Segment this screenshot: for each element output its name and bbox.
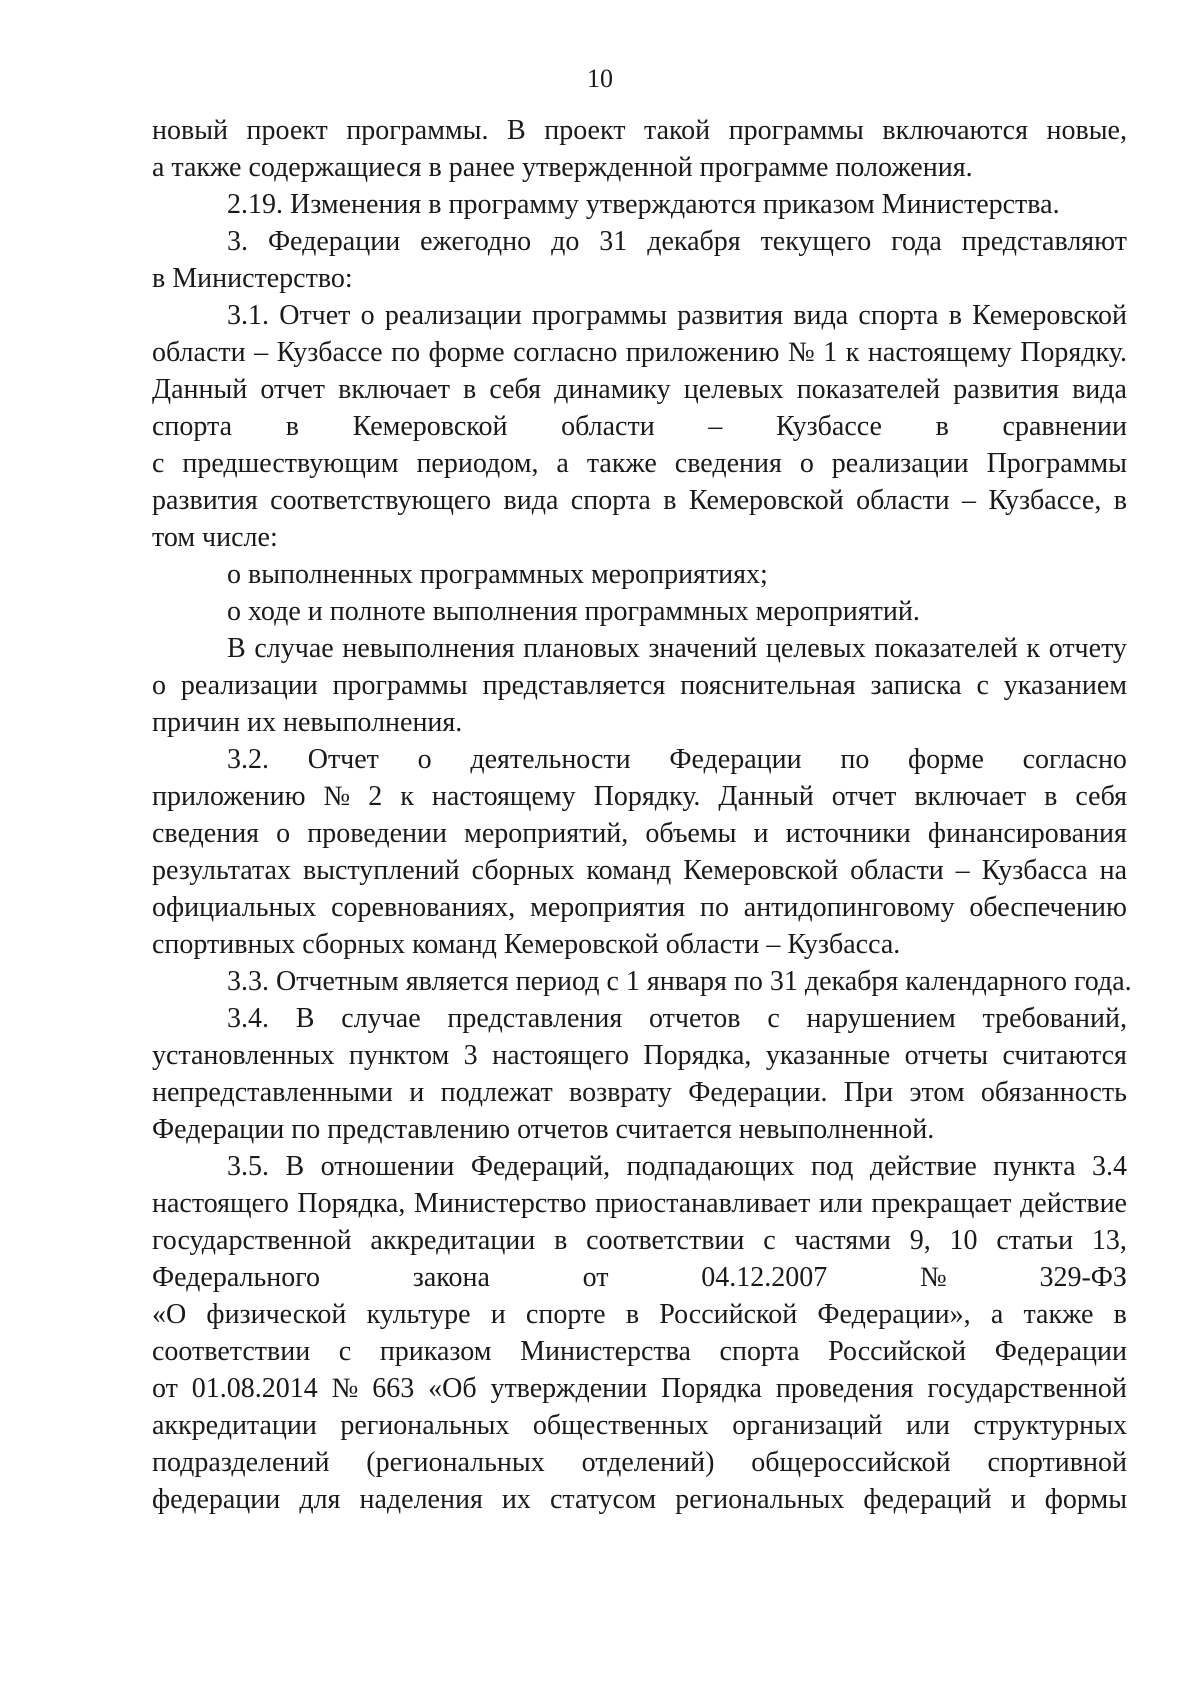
word: пояснительная [680, 670, 856, 701]
word: с [152, 448, 165, 479]
word: спортивной [987, 1447, 1127, 1478]
word: или [818, 1188, 863, 1219]
line-text: спортивных сборных команд Кемеровской области – Кузбасса. [152, 929, 901, 960]
word: отношении [320, 1151, 455, 1182]
word: от [582, 1262, 609, 1293]
word: вида [503, 485, 559, 516]
word: При [843, 1077, 894, 1108]
word: Кемеровской [683, 855, 839, 886]
word: согласно [1022, 744, 1127, 775]
text-line [152, 593, 1127, 630]
word: Порядка, [643, 1040, 752, 1071]
line-text: том числе: [152, 522, 278, 553]
word: в [1113, 485, 1127, 516]
word: установленных [152, 1040, 335, 1071]
word: настоящего [152, 1188, 289, 1219]
word: структурных [973, 1410, 1127, 1441]
word: пунктом [348, 1040, 450, 1071]
text-line [152, 1185, 1127, 1222]
word: целевых [765, 633, 866, 664]
word: закона [412, 1262, 490, 1293]
word: невыполнения [342, 633, 515, 664]
word: № [920, 1262, 947, 1293]
text-line [152, 223, 1127, 260]
line-text: 3.3. Отчетным является период с 1 января по 31 декабря календарного года. [227, 966, 1132, 997]
word: о [417, 744, 432, 775]
word: согласно [513, 337, 618, 368]
text-line [152, 704, 1127, 741]
word: Кемеровской [688, 485, 844, 516]
word: в [285, 411, 299, 442]
word: прекращает [871, 1188, 1012, 1219]
line-text: о ходе и полноте выполнения программных мероприятий. [227, 596, 920, 627]
word: в [625, 1299, 640, 1330]
word: также [586, 448, 657, 479]
word: программы [332, 670, 468, 701]
word: случае [341, 1003, 421, 1034]
word: Кузбассе [776, 411, 882, 442]
word: деятельности [470, 744, 631, 775]
word: указанные [765, 1040, 891, 1071]
text-line [152, 667, 1127, 704]
word: региональных [340, 1410, 510, 1441]
word: динамику [554, 374, 671, 405]
word: аккредитации [370, 1225, 536, 1256]
word: представления [447, 1003, 623, 1034]
page-number: 10 [587, 64, 613, 93]
text-line [152, 1222, 1127, 1259]
text-line [152, 297, 1127, 334]
text-line [152, 1148, 1127, 1185]
text-line [152, 630, 1127, 667]
word: спорта [719, 1336, 800, 1367]
word: области [850, 855, 944, 886]
word: сведения [152, 818, 260, 849]
word: действие [1020, 1188, 1127, 1219]
word: к [1026, 633, 1041, 664]
word: подпадающих [626, 1151, 795, 1182]
word: предшествующим [182, 448, 399, 479]
text-line [152, 1444, 1127, 1481]
document-body [152, 112, 1132, 1518]
word: по [699, 892, 729, 923]
word: приказом [379, 1336, 492, 1367]
word: а [556, 448, 569, 479]
word: утверждении [490, 1373, 648, 1404]
word: общественных [532, 1410, 709, 1441]
word: 10 [949, 1225, 978, 1256]
word: этом [909, 1077, 965, 1108]
text-line [152, 260, 1127, 297]
word: отчету [1048, 633, 1127, 664]
word: мероприятия [530, 892, 686, 923]
word: 663 [372, 1373, 415, 1404]
text-line [152, 1370, 1127, 1407]
word: отделений) [581, 1447, 715, 1478]
word: статусом [549, 1484, 657, 1515]
word: общероссийской [751, 1447, 951, 1478]
word: – [955, 855, 970, 886]
word: в [463, 374, 477, 405]
word: 329-ФЗ [1039, 1262, 1127, 1293]
word: отчет [260, 374, 326, 405]
word: результатах [152, 855, 291, 886]
word: В [285, 1151, 305, 1182]
word: спорта [570, 485, 651, 516]
word: Программы [986, 448, 1127, 479]
word: включает [338, 374, 450, 405]
word: программы. [346, 115, 489, 146]
word: обеспечению [969, 892, 1127, 923]
word: настоящего [492, 1040, 629, 1071]
word: 3.5. [227, 1151, 269, 1182]
word: развития [152, 485, 258, 516]
word: ежегодно [420, 226, 532, 257]
word: подлежат [440, 1077, 553, 1108]
word: Отчет [279, 300, 351, 331]
word: Порядку. [593, 781, 701, 812]
word: с [976, 670, 989, 701]
word: включает [914, 781, 1027, 812]
word: проект [544, 115, 626, 146]
word: приложению [625, 337, 780, 368]
word: вида [1072, 374, 1127, 405]
word: сборных [471, 855, 575, 886]
word: культуре [366, 1299, 471, 1330]
word: Кемеровской [972, 300, 1127, 331]
text-line [152, 1037, 1127, 1074]
word: представляется [482, 670, 666, 701]
text-line [152, 778, 1127, 815]
word: – [962, 485, 977, 516]
word: 3.4. [227, 1003, 269, 1034]
word: себя [489, 374, 541, 405]
text-line [152, 815, 1127, 852]
text-line [152, 371, 1127, 408]
word: и [753, 818, 769, 849]
word: записка [870, 670, 962, 701]
text-line [152, 741, 1127, 778]
word: формы [1044, 1484, 1127, 1515]
word: о [152, 670, 166, 701]
word: В [227, 633, 246, 664]
word: Федерации [994, 1336, 1127, 1367]
text-line [152, 112, 1127, 149]
word: Кемеровской [352, 411, 508, 442]
word: спорта [152, 411, 233, 442]
word: Данный [152, 374, 248, 405]
word: 3.2. [227, 744, 269, 775]
word: такой [643, 115, 711, 146]
word: федерации [152, 1484, 281, 1515]
word: в [935, 411, 949, 442]
text-line [152, 482, 1127, 519]
word: требований, [982, 1003, 1127, 1034]
word: плановых [523, 633, 640, 664]
word: региональных [675, 1484, 845, 1515]
word: развития [677, 300, 784, 331]
word: Российской [828, 1336, 967, 1367]
word: для [299, 1484, 341, 1515]
word: настоящему [867, 337, 1012, 368]
word: указанием [1003, 670, 1127, 701]
word: Министерства [520, 1336, 691, 1367]
word: до [551, 226, 580, 257]
word: области [856, 485, 950, 516]
word: сведения [674, 448, 782, 479]
word: показателей [874, 633, 1018, 664]
line-text: 2.19. Изменения в программу утверждаются приказом Министерства. [227, 189, 1060, 220]
line-text: а также содержащиеся в ранее утвержденной программе положения. [152, 152, 973, 183]
text-line [152, 926, 1127, 963]
word: развития [953, 374, 1059, 405]
word: Федерального [152, 1262, 321, 1293]
word: обязанность [980, 1077, 1127, 1108]
word: соответствующего [270, 485, 492, 516]
word: года [891, 226, 942, 257]
word: Порядка [661, 1373, 762, 1404]
word: В [295, 1003, 315, 1034]
word: по [391, 337, 421, 368]
word: в [1044, 781, 1058, 812]
text-line [152, 1074, 1127, 1111]
word: наделения [359, 1484, 483, 1515]
word: подразделений [152, 1447, 330, 1478]
text-line [152, 852, 1127, 889]
word: новый [152, 115, 229, 146]
text-line [152, 1333, 1127, 1370]
word: Порядку. [1020, 337, 1127, 368]
word: и [1010, 1484, 1026, 1515]
text-line [152, 186, 1127, 223]
word: федераций [863, 1484, 992, 1515]
word: с [338, 1336, 352, 1367]
word: Кузбассе, [988, 485, 1102, 516]
text-line [152, 1407, 1127, 1444]
word: государственной [152, 1225, 352, 1256]
word: настоящему [431, 781, 576, 812]
word: области [152, 337, 246, 368]
word: вида [793, 300, 849, 331]
line-text: Федерации по представлению отчетов считается невыполненной. [152, 1114, 935, 1145]
word: спорта [858, 300, 939, 331]
word: 1 [823, 337, 838, 368]
text-line [152, 889, 1127, 926]
word: к [400, 781, 414, 812]
word: текущего [760, 226, 872, 257]
word: антидопинговому [743, 892, 955, 923]
word: 3.1. [227, 300, 269, 331]
word: официальных [152, 892, 317, 923]
word: Министерство [413, 1188, 587, 1219]
word: новые, [1046, 115, 1127, 146]
word: к [845, 337, 860, 368]
word: 3.4 [1091, 1151, 1127, 1182]
word: приложению [152, 781, 306, 812]
word: пункта [993, 1151, 1076, 1182]
word: действие [869, 1151, 977, 1182]
word: и [490, 1299, 506, 1330]
line-text: в Министерство: [152, 263, 353, 294]
word: форме [428, 337, 505, 368]
word: государственной [927, 1373, 1127, 1404]
word: представляют [961, 226, 1127, 257]
word: организаций [732, 1410, 883, 1441]
word: реализации [384, 300, 522, 331]
word: мероприятий, [464, 818, 629, 849]
word: программы [531, 300, 668, 331]
line-text: причин их невыполнения. [152, 707, 463, 738]
word: с [767, 1003, 780, 1034]
word: № [787, 337, 815, 368]
word: проведения [775, 1373, 914, 1404]
word: № [323, 781, 351, 812]
word: Федерации. [688, 1077, 828, 1108]
word: Кузбассе [276, 337, 383, 368]
word: декабря [647, 226, 741, 257]
word: с [763, 1225, 776, 1256]
text-line [152, 408, 1127, 445]
word: себя [1075, 781, 1127, 812]
word: Данный [718, 781, 814, 812]
word: «Об [428, 1373, 477, 1404]
word: Российской [659, 1299, 798, 1330]
word: 31 [599, 226, 628, 257]
word: их [501, 1484, 531, 1515]
word: источники [785, 818, 911, 849]
text-line [152, 963, 1132, 1000]
word: отчеты [904, 1040, 989, 1071]
text-line [152, 1481, 1127, 1518]
word: Федерации [669, 744, 802, 775]
word: Отчет [307, 744, 379, 775]
word: аккредитации [152, 1410, 317, 1441]
word: отчетов [649, 1003, 741, 1034]
word: Федераций, [470, 1151, 611, 1182]
word: в [948, 300, 962, 331]
word: или [906, 1410, 950, 1441]
word: целевых [683, 374, 784, 405]
text-line [152, 1296, 1127, 1333]
word: непредставленными [152, 1077, 393, 1108]
word: команд [586, 855, 672, 886]
word: а [990, 1299, 1004, 1330]
word: 04.12.2007 [701, 1262, 828, 1293]
word: от [152, 1373, 178, 1404]
word: приостанавливает [595, 1188, 811, 1219]
word: 2 [368, 781, 383, 812]
word: физической [206, 1299, 347, 1330]
word: № [331, 1373, 359, 1404]
word: по [840, 744, 870, 775]
word: спорте [525, 1299, 606, 1330]
word: проект [246, 115, 328, 146]
word: статьи [996, 1225, 1074, 1256]
word: Кузбасса [981, 855, 1088, 886]
word: считаются [1002, 1040, 1127, 1071]
word: 9, [909, 1225, 931, 1256]
word: нарушением [806, 1003, 956, 1034]
word: 3 [463, 1040, 478, 1071]
word: включаются [882, 115, 1028, 146]
text-line [152, 149, 1127, 186]
word: финансирования [927, 818, 1127, 849]
line-text: о выполненных программных мероприятиях; [227, 559, 768, 590]
word: частями [794, 1225, 891, 1256]
word: выступлений [302, 855, 460, 886]
word: соответствии [152, 1336, 311, 1367]
word: объемы [645, 818, 737, 849]
word: на [1099, 855, 1127, 886]
word: также [1023, 1299, 1094, 1330]
word: Федерации», [817, 1299, 971, 1330]
text-line [152, 445, 1127, 482]
word: показателей [796, 374, 941, 405]
word: и [409, 1077, 425, 1108]
word: Федерации [267, 226, 401, 257]
word: 01.08.2014 [191, 1373, 318, 1404]
word: периодом, [416, 448, 539, 479]
word: – [708, 411, 723, 442]
word: отчет [831, 781, 897, 812]
word: соревнованиях, [331, 892, 516, 923]
word: о [276, 818, 291, 849]
word: о [360, 300, 375, 331]
text-line [152, 1259, 1127, 1296]
text-line [152, 334, 1127, 371]
word: Порядка, [297, 1188, 406, 1219]
word: о [799, 448, 814, 479]
word: сравнении [1002, 411, 1127, 442]
text-line [152, 1111, 1127, 1148]
word: 13, [1091, 1225, 1127, 1256]
word: области [561, 411, 655, 442]
word: проведении [307, 818, 447, 849]
word: случае [254, 633, 334, 664]
word: В [507, 115, 526, 146]
word: реализации [180, 670, 318, 701]
word: «О [152, 1299, 187, 1330]
word: форме [908, 744, 984, 775]
text-line [152, 1000, 1127, 1037]
word: в [663, 485, 677, 516]
word: (региональных [366, 1447, 545, 1478]
word: соответствии [586, 1225, 745, 1256]
word: под [810, 1151, 854, 1182]
word: значений [648, 633, 758, 664]
word: – [254, 337, 269, 368]
word: программы [728, 115, 864, 146]
word: возврату [569, 1077, 672, 1108]
word: реализации [831, 448, 969, 479]
text-line [152, 556, 1127, 593]
text-line [152, 519, 1127, 556]
word: в [1113, 1299, 1127, 1330]
word: в [554, 1225, 568, 1256]
word: 3. [227, 226, 248, 257]
